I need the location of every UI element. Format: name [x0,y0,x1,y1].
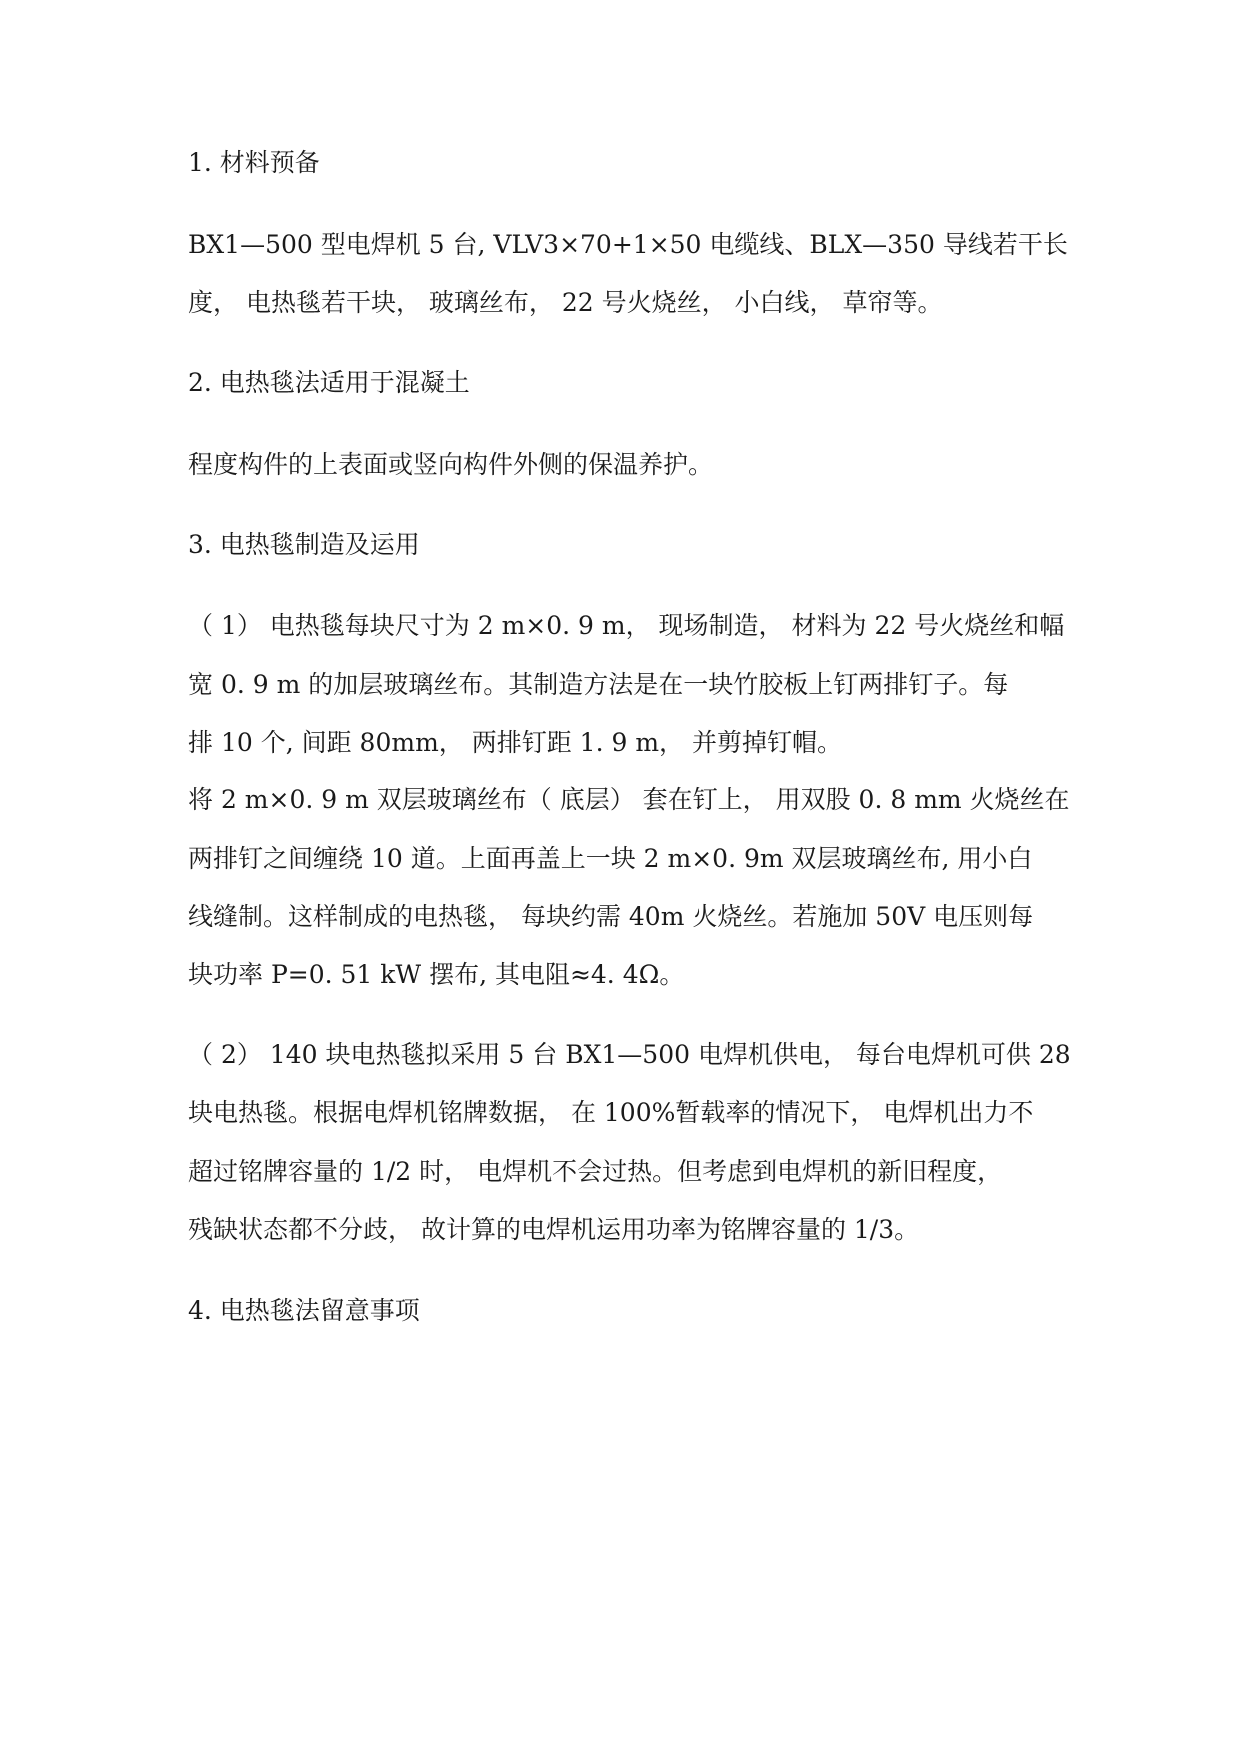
paragraph-line: 残缺状态都不分歧， 故计算的电焊机运用功率为铭牌容量的 1/3。 [188,1215,920,1244]
heading-applicability: 2. 电热毯法适用于混凝土 [188,368,470,397]
paragraph-line: 将 2 m×0. 9 m 双层玻璃丝布（ 底层） 套在钉上， 用双股 0. 8 mm 火烧丝在 [188,785,1070,814]
paragraph-line: 块电热毯。根据电焊机铭牌数据， 在 100%暂载率的情况下， 电焊机出力不 [188,1098,1034,1127]
heading-material-prep: 1. 材料预备 [188,148,320,177]
paragraph-line: 超过铭牌容量的 1/2 时， 电焊机不会过热。但考虑到电焊机的新旧程度， [188,1157,1003,1186]
paragraph-line: （ 2） 140 块电热毯拟采用 5 台 BX1—500 电焊机供电， 每台电焊机可供 28 [188,1040,1071,1069]
heading-precautions: 4. 电热毯法留意事项 [188,1296,420,1325]
paragraph-line: 两排钉之间缠绕 10 道。上面再盖上一块 2 m×0. 9m 双层玻璃丝布, 用小白 [188,844,1033,873]
paragraph-line: 度， 电热毯若干块， 玻璃丝布， 22 号火烧丝， 小白线， 草帘等。 [188,288,943,317]
paragraph-line: 排 10 个, 间距 80mm， 两排钉距 1. 9 m， 并剪掉钉帽。 [188,728,842,757]
paragraph-line: BX1—500 型电焊机 5 台, VLV3×70+1×50 电缆线、BLX—350 导线若干长 [188,230,1068,259]
paragraph-line: 线缝制。这样制成的电热毯， 每块约需 40m 火烧丝。若施加 50V 电压则每 [188,902,1034,931]
paragraph-line: 块功率 P=0. 51 kW 摆布, 其电阻≈4. 4Ω。 [188,960,685,989]
paragraph-line: 宽 0. 9 m 的加层玻璃丝布。其制造方法是在一块竹胶板上钉两排钉子。每 [188,670,1009,699]
heading-manufacture-use: 3. 电热毯制造及运用 [188,530,420,559]
paragraph-line: （ 1） 电热毯每块尺寸为 2 m×0. 9 m， 现场制造， 材料为 22 号火烧丝和幅 [188,611,1065,640]
paragraph-line: 程度构件的上表面或竖向构件外侧的保温养护。 [188,450,714,479]
